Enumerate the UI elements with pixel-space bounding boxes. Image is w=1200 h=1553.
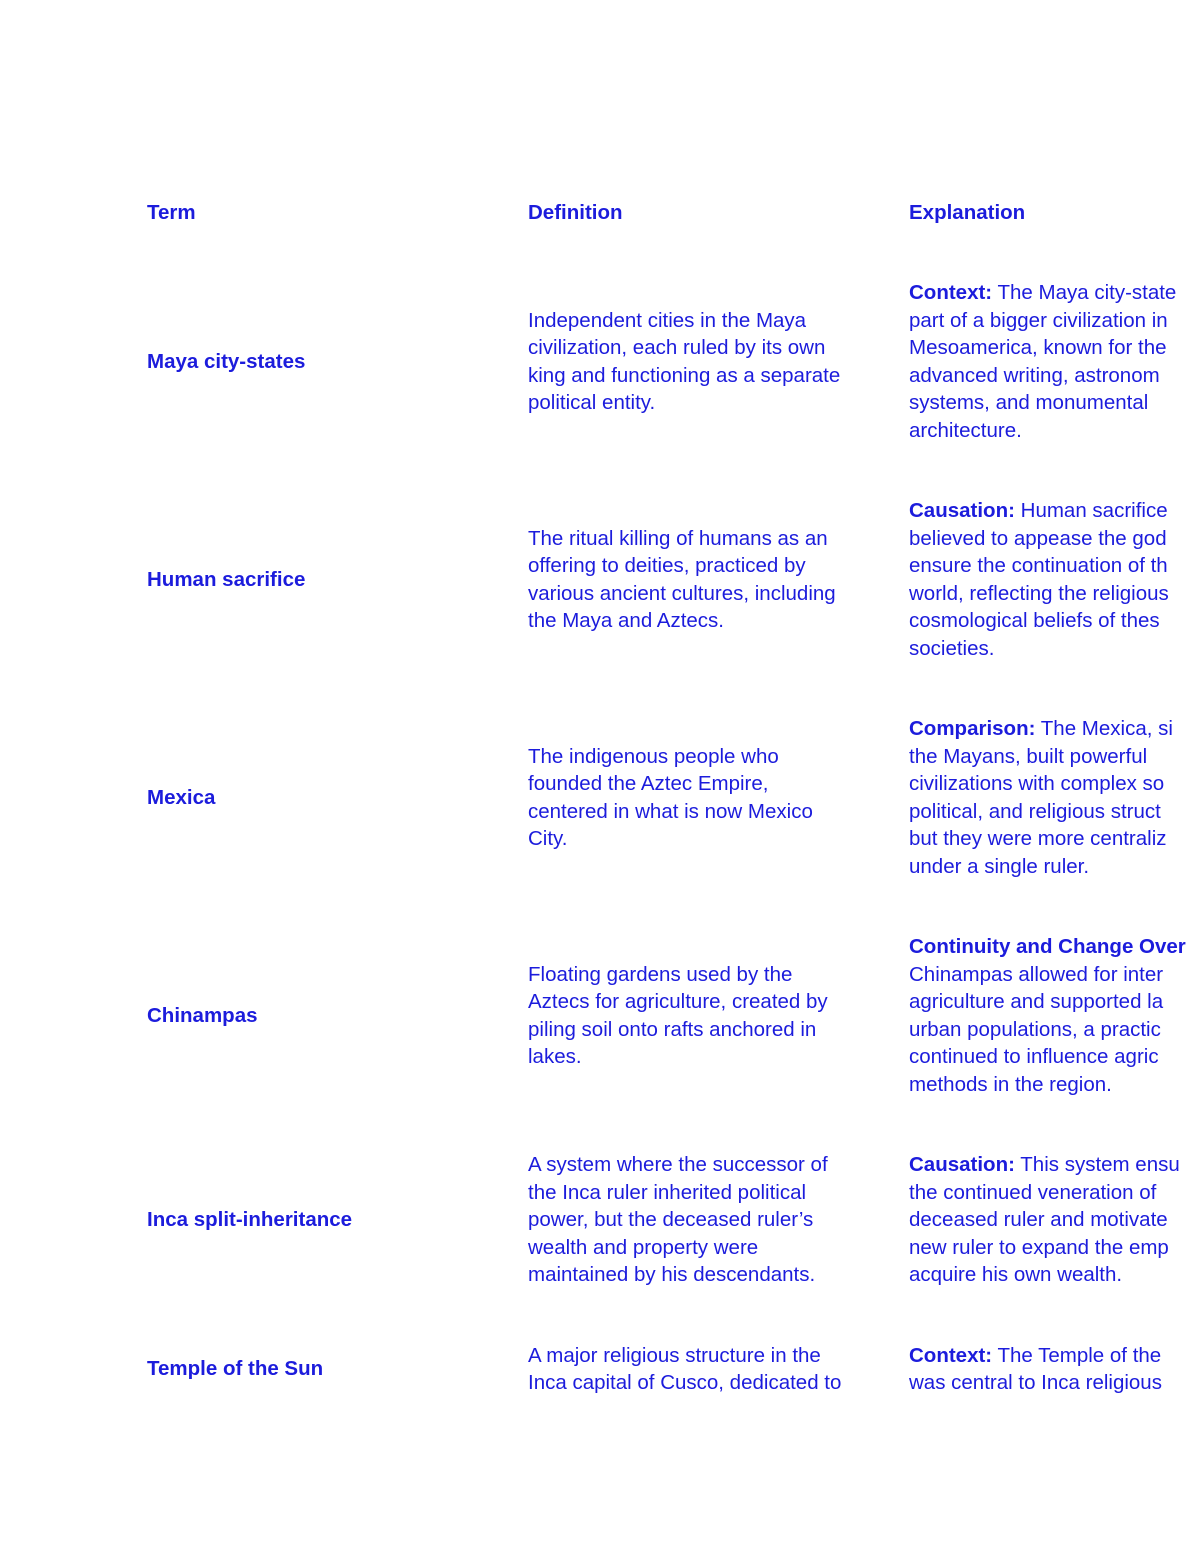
explanation-line (909, 743, 1200, 771)
explanation-line (909, 580, 1200, 608)
explanation-line (909, 933, 1200, 961)
table-row (147, 1315, 1200, 1423)
explanation-text: acquire his own wealth. (909, 1263, 1123, 1286)
definition-line: Aztecs for agriculture, created by (528, 990, 828, 1013)
explanation-text: The Maya city-state (997, 281, 1177, 304)
explanation-text: methods in the region. (909, 1072, 1112, 1096)
explanation-line (909, 1179, 1200, 1207)
explanation-line (909, 1234, 1200, 1262)
explanation-text: cosmological beliefs of thes (909, 609, 1160, 632)
definition-line: founded the Aztec Empire, (528, 772, 769, 795)
explanation-text: urban populations, a practic (909, 1017, 1161, 1041)
explanation-category-label: Context: (909, 281, 993, 304)
explanation-text: Chinampas allowed for inter (909, 962, 1164, 986)
definition-line: piling soil onto rafts anchored in (528, 1017, 817, 1041)
explanation-text: This system ensu (1020, 1153, 1180, 1176)
term-cell: Human sacrifice (147, 567, 306, 591)
definition-cell (528, 961, 909, 1071)
definition-line: offering to deities, practiced by (528, 554, 806, 577)
explanation-line (909, 334, 1200, 362)
definition-cell (528, 1342, 909, 1397)
explanation-text: new ruler to expand the emp (909, 1235, 1169, 1259)
definition-line: political entity. (528, 391, 656, 414)
explanation-text: was central to Inca religious (909, 1371, 1162, 1394)
explanation-line (909, 770, 1200, 798)
table-row (147, 1125, 1200, 1316)
explanation-text: advanced writing, astronom (909, 363, 1160, 387)
definition-line: lakes. (528, 1045, 582, 1068)
explanation-text: societies. (909, 636, 995, 660)
explanation-line (909, 853, 1200, 881)
definition-line: wealth and property were (528, 1235, 759, 1259)
definition-line: maintained by his descendants. (528, 1263, 816, 1286)
explanation-line (909, 1261, 1200, 1289)
explanation-line (909, 1369, 1200, 1397)
explanation-line (909, 307, 1200, 335)
explanation-line (909, 961, 1200, 989)
term-cell: Maya city-states (147, 349, 306, 373)
explanation-line (909, 715, 1200, 743)
term-cell: Mexica (147, 785, 216, 809)
explanation-category-label: Continuity and Change Over (909, 935, 1186, 958)
explanation-line (909, 362, 1200, 390)
definition-line: The indigenous people who (528, 744, 779, 768)
explanation-line (909, 389, 1200, 417)
explanation-text: The Mexica, si (1040, 717, 1173, 740)
explanation-line (909, 1016, 1200, 1044)
header-explanation: Explanation (909, 200, 1026, 224)
term-cell: Inca split-inheritance (147, 1208, 353, 1231)
explanation-text: systems, and monumental (909, 391, 1149, 414)
explanation-text: the Mayans, built powerful (909, 744, 1148, 768)
definition-cell (528, 307, 909, 417)
header-term: Term (147, 200, 196, 224)
explanation-line (909, 525, 1200, 553)
explanation-line (909, 607, 1200, 635)
table-body (147, 253, 1200, 1424)
explanation-line (909, 552, 1200, 580)
explanation-line (909, 1043, 1200, 1071)
table-row (147, 689, 1200, 907)
table-row (147, 907, 1200, 1125)
explanation-cell (909, 715, 1200, 880)
definition-line: Independent cities in the Maya (528, 308, 807, 332)
definition-cell (528, 1151, 909, 1289)
definition-line: civilization, each ruled by its own (528, 336, 826, 359)
terms-table (147, 172, 1200, 1423)
explanation-category-label: Causation: (909, 1153, 1015, 1176)
explanation-line (909, 1342, 1200, 1370)
explanation-text: political, and religious struct (909, 799, 1161, 823)
definition-line: the Inca ruler inherited political (528, 1180, 807, 1204)
explanation-category-label: Causation: (909, 499, 1015, 522)
definition-line: power, but the deceased ruler’s (528, 1208, 814, 1231)
explanation-line (909, 1071, 1200, 1099)
explanation-text: under a single ruler. (909, 854, 1090, 878)
definition-line: various ancient cultures, including (528, 581, 836, 605)
term-cell: Chinampas (147, 1003, 258, 1027)
term-cell: Temple of the Sun (147, 1357, 324, 1381)
definition-line: Floating gardens used by the (528, 962, 793, 986)
definition-line: centered in what is now Mexico (528, 799, 813, 823)
explanation-text: The Temple of the (997, 1343, 1162, 1367)
explanation-category-label: Comparison: (909, 717, 1036, 740)
explanation-text: continued to influence agric (909, 1045, 1159, 1068)
explanation-line (909, 417, 1200, 445)
header-definition: Definition (528, 200, 623, 224)
explanation-line (909, 497, 1200, 525)
table-row (147, 253, 1200, 471)
explanation-line (909, 798, 1200, 826)
explanation-cell (909, 1342, 1200, 1397)
explanation-text: but they were more centraliz (909, 827, 1167, 850)
explanation-text: world, reflecting the religious (909, 581, 1169, 605)
explanation-text: Mesoamerica, known for the (909, 336, 1167, 359)
explanation-text: Human sacrifice (1020, 499, 1168, 522)
definition-line: A system where the successor of (528, 1153, 828, 1176)
explanation-text: the continued veneration of (909, 1180, 1157, 1204)
definition-cell (528, 743, 909, 853)
explanation-line (909, 635, 1200, 663)
explanation-text: part of a bigger civilization in (909, 308, 1168, 332)
explanation-line (909, 1206, 1200, 1234)
definition-line: Inca capital of Cusco, dedicated to (528, 1371, 842, 1394)
definition-cell (528, 525, 909, 635)
explanation-cell (909, 933, 1200, 1098)
definition-line: The ritual killing of humans as an (528, 526, 828, 550)
definition-line: the Maya and Aztecs. (528, 609, 725, 632)
explanation-cell (909, 1151, 1200, 1289)
explanation-cell (909, 279, 1200, 444)
explanation-line (909, 825, 1200, 853)
explanation-cell (909, 497, 1200, 662)
definition-line: A major religious structure in the (528, 1343, 821, 1367)
explanation-text: ensure the continuation of th (909, 554, 1168, 577)
explanation-line (909, 279, 1200, 307)
definition-line: City. (528, 827, 568, 850)
explanation-text: civilizations with complex so (909, 772, 1165, 795)
explanation-category-label: Context: (909, 1343, 993, 1367)
explanation-text: agriculture and supported la (909, 990, 1164, 1013)
table-header-row (147, 172, 1200, 253)
explanation-text: architecture. (909, 418, 1022, 442)
explanation-line (909, 988, 1200, 1016)
explanation-line (909, 1151, 1200, 1179)
table-row (147, 471, 1200, 689)
explanation-text: deceased ruler and motivate (909, 1208, 1168, 1231)
definition-line: king and functioning as a separate (528, 363, 841, 387)
explanation-text: believed to appease the god (909, 526, 1167, 550)
